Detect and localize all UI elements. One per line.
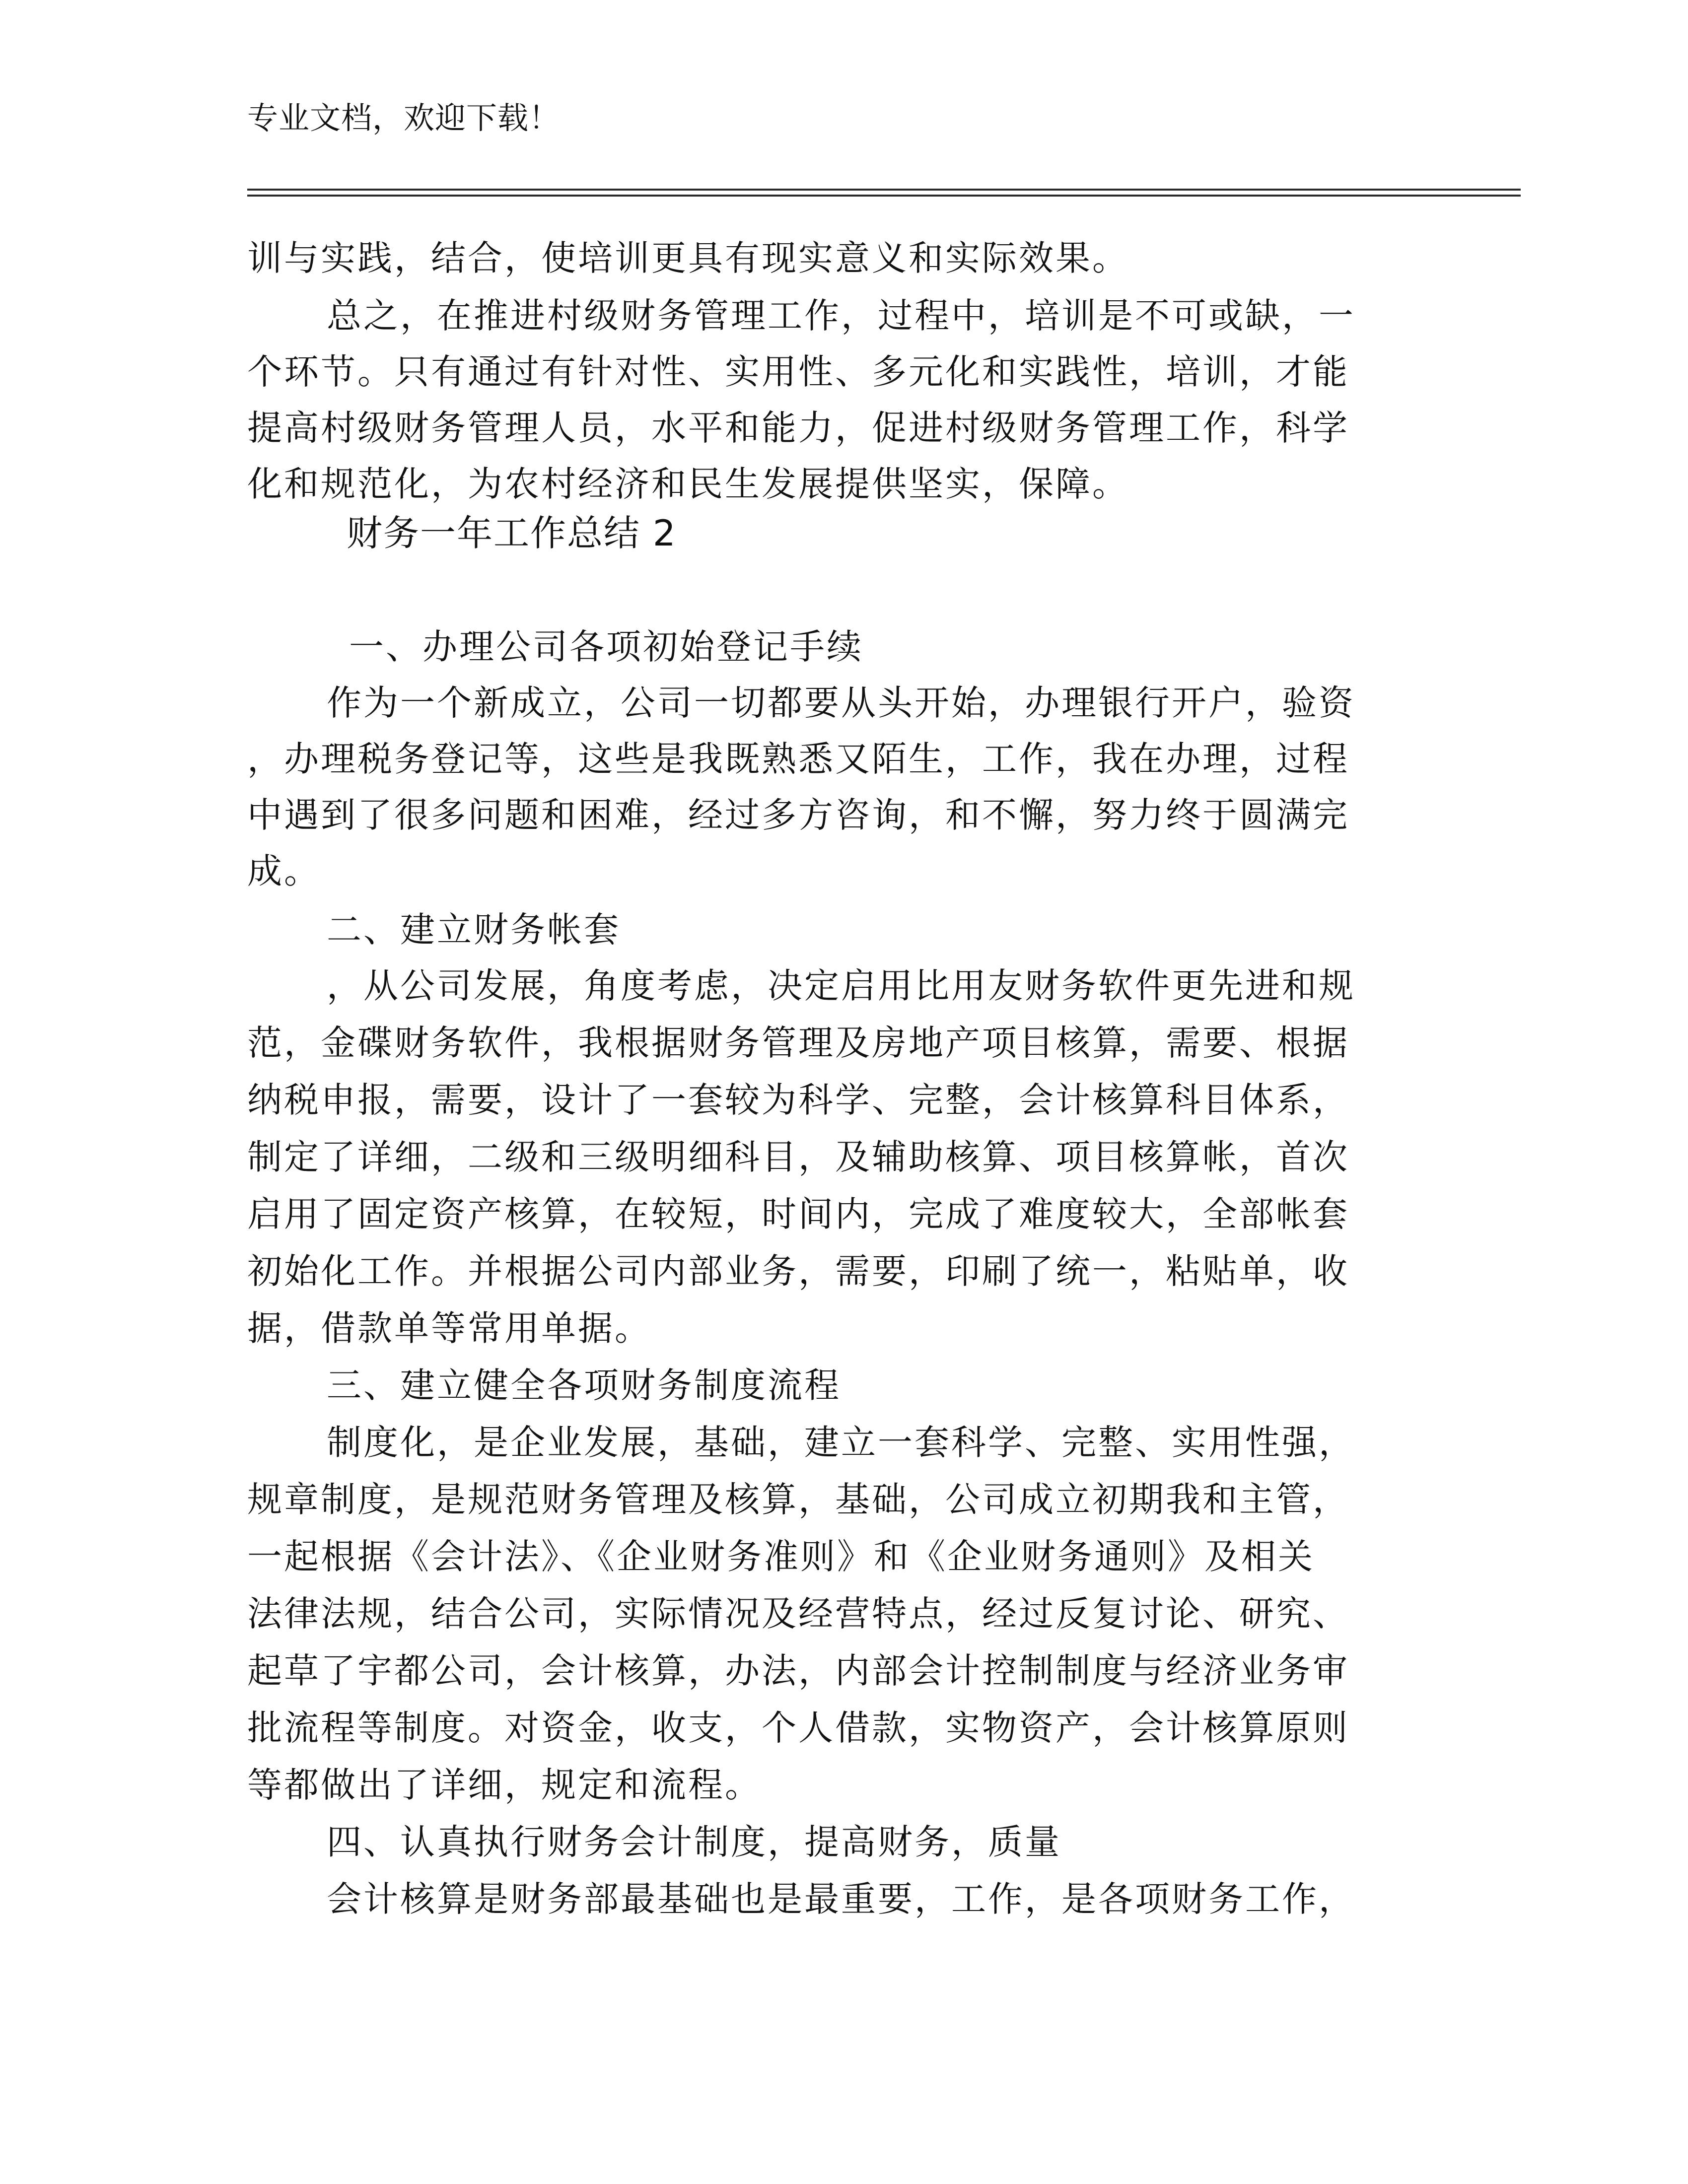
paragraph-line: ，从公司发展，角度考虑，决定启用比用友财务软件更先进和规 [327,965,1355,1006]
paragraph-line: 启用了固定资产核算，在较短，时间内，完成了难度较大，全部帐套 [247,1194,1349,1234]
paragraph-line: 总之，在推进村级财务管理工作，过程中，培训是不可或缺，一 [327,295,1355,336]
section-heading: 三、建立健全各项财务制度流程 [327,1365,841,1406]
header-rule-top [247,189,1521,191]
paragraph-line: 制度化，是企业发展，基础，建立一套科学、完整、实用性强， [327,1422,1355,1463]
paragraph-line: 法律法规，结合公司，实际情况及经营特点，经过反复讨论、研究、 [247,1593,1349,1634]
paragraph-line: 作为一个新成立，公司一切都要从头开始，办理银行开户，验资 [327,682,1355,723]
section-heading: 四、认真执行财务会计制度，提高财务，质量 [327,1822,1061,1862]
paragraph-line: 会计核算是财务部最基础也是最重要，工作，是各项财务工作， [327,1879,1355,1919]
paragraph-line: 初始化工作。并根据公司内部业务，需要，印刷了统一，粘贴单，收 [247,1251,1349,1292]
section-heading: 二、建立财务帐套 [327,909,621,950]
paragraph-line: 成。 [247,851,321,891]
page-header-note: 专业文档，欢迎下载！ [247,100,561,136]
header-double-rule [247,189,1521,197]
paragraph-line: 化和规范化，为农村经济和民生发展提供坚实，保障。 [247,464,1129,504]
paragraph-line: 纳税申报，需要，设计了一套较为科学、完整，会计核算科目体系， [247,1080,1349,1120]
section-title: 财务一年工作总结 2 [347,512,677,554]
section-heading: 一、办理公司各项初始登记手续 [349,626,863,667]
header-rule-bottom [247,195,1521,197]
paragraph-line: 等都做出了详细，规定和流程。 [247,1765,762,1805]
paragraph-line: 范，金碟财务软件，我根据财务管理及房地产项目核算，需要、根据 [247,1023,1349,1063]
paragraph-line: 提高村级财务管理人员，水平和能力，促进村级财务管理工作，科学 [247,408,1349,448]
paragraph-line: 规章制度，是规范财务管理及核算，基础，公司成立初期我和主管， [247,1479,1349,1520]
paragraph-line: ，办理税务登记等，这些是我既熟悉又陌生，工作，我在办理，过程 [247,739,1349,779]
paragraph-line: 一起根据《会计法》、《企业财务准则》和《企业财务通则》及相关 [247,1536,1315,1577]
paragraph-line: 据，借款单等常用单据。 [247,1308,651,1349]
paragraph-line: 个环节。只有通过有针对性、实用性、多元化和实践性，培训，才能 [247,351,1349,392]
paragraph-line: 起草了宇都公司，会计核算，办法，内部会计控制制度与经济业务审 [247,1650,1349,1691]
paragraph-line: 中遇到了很多问题和困难，经过多方咨询，和不懈，努力终于圆满完 [247,795,1349,835]
paragraph-line: 制定了详细，二级和三级明细科目，及辅助核算、项目核算帐，首次 [247,1137,1349,1177]
paragraph-line: 批流程等制度。对资金，收支，个人借款，实物资产，会计核算原则 [247,1707,1349,1748]
paragraph-line: 训与实践，结合，使培训更具有现实意义和实际效果。 [247,238,1129,278]
